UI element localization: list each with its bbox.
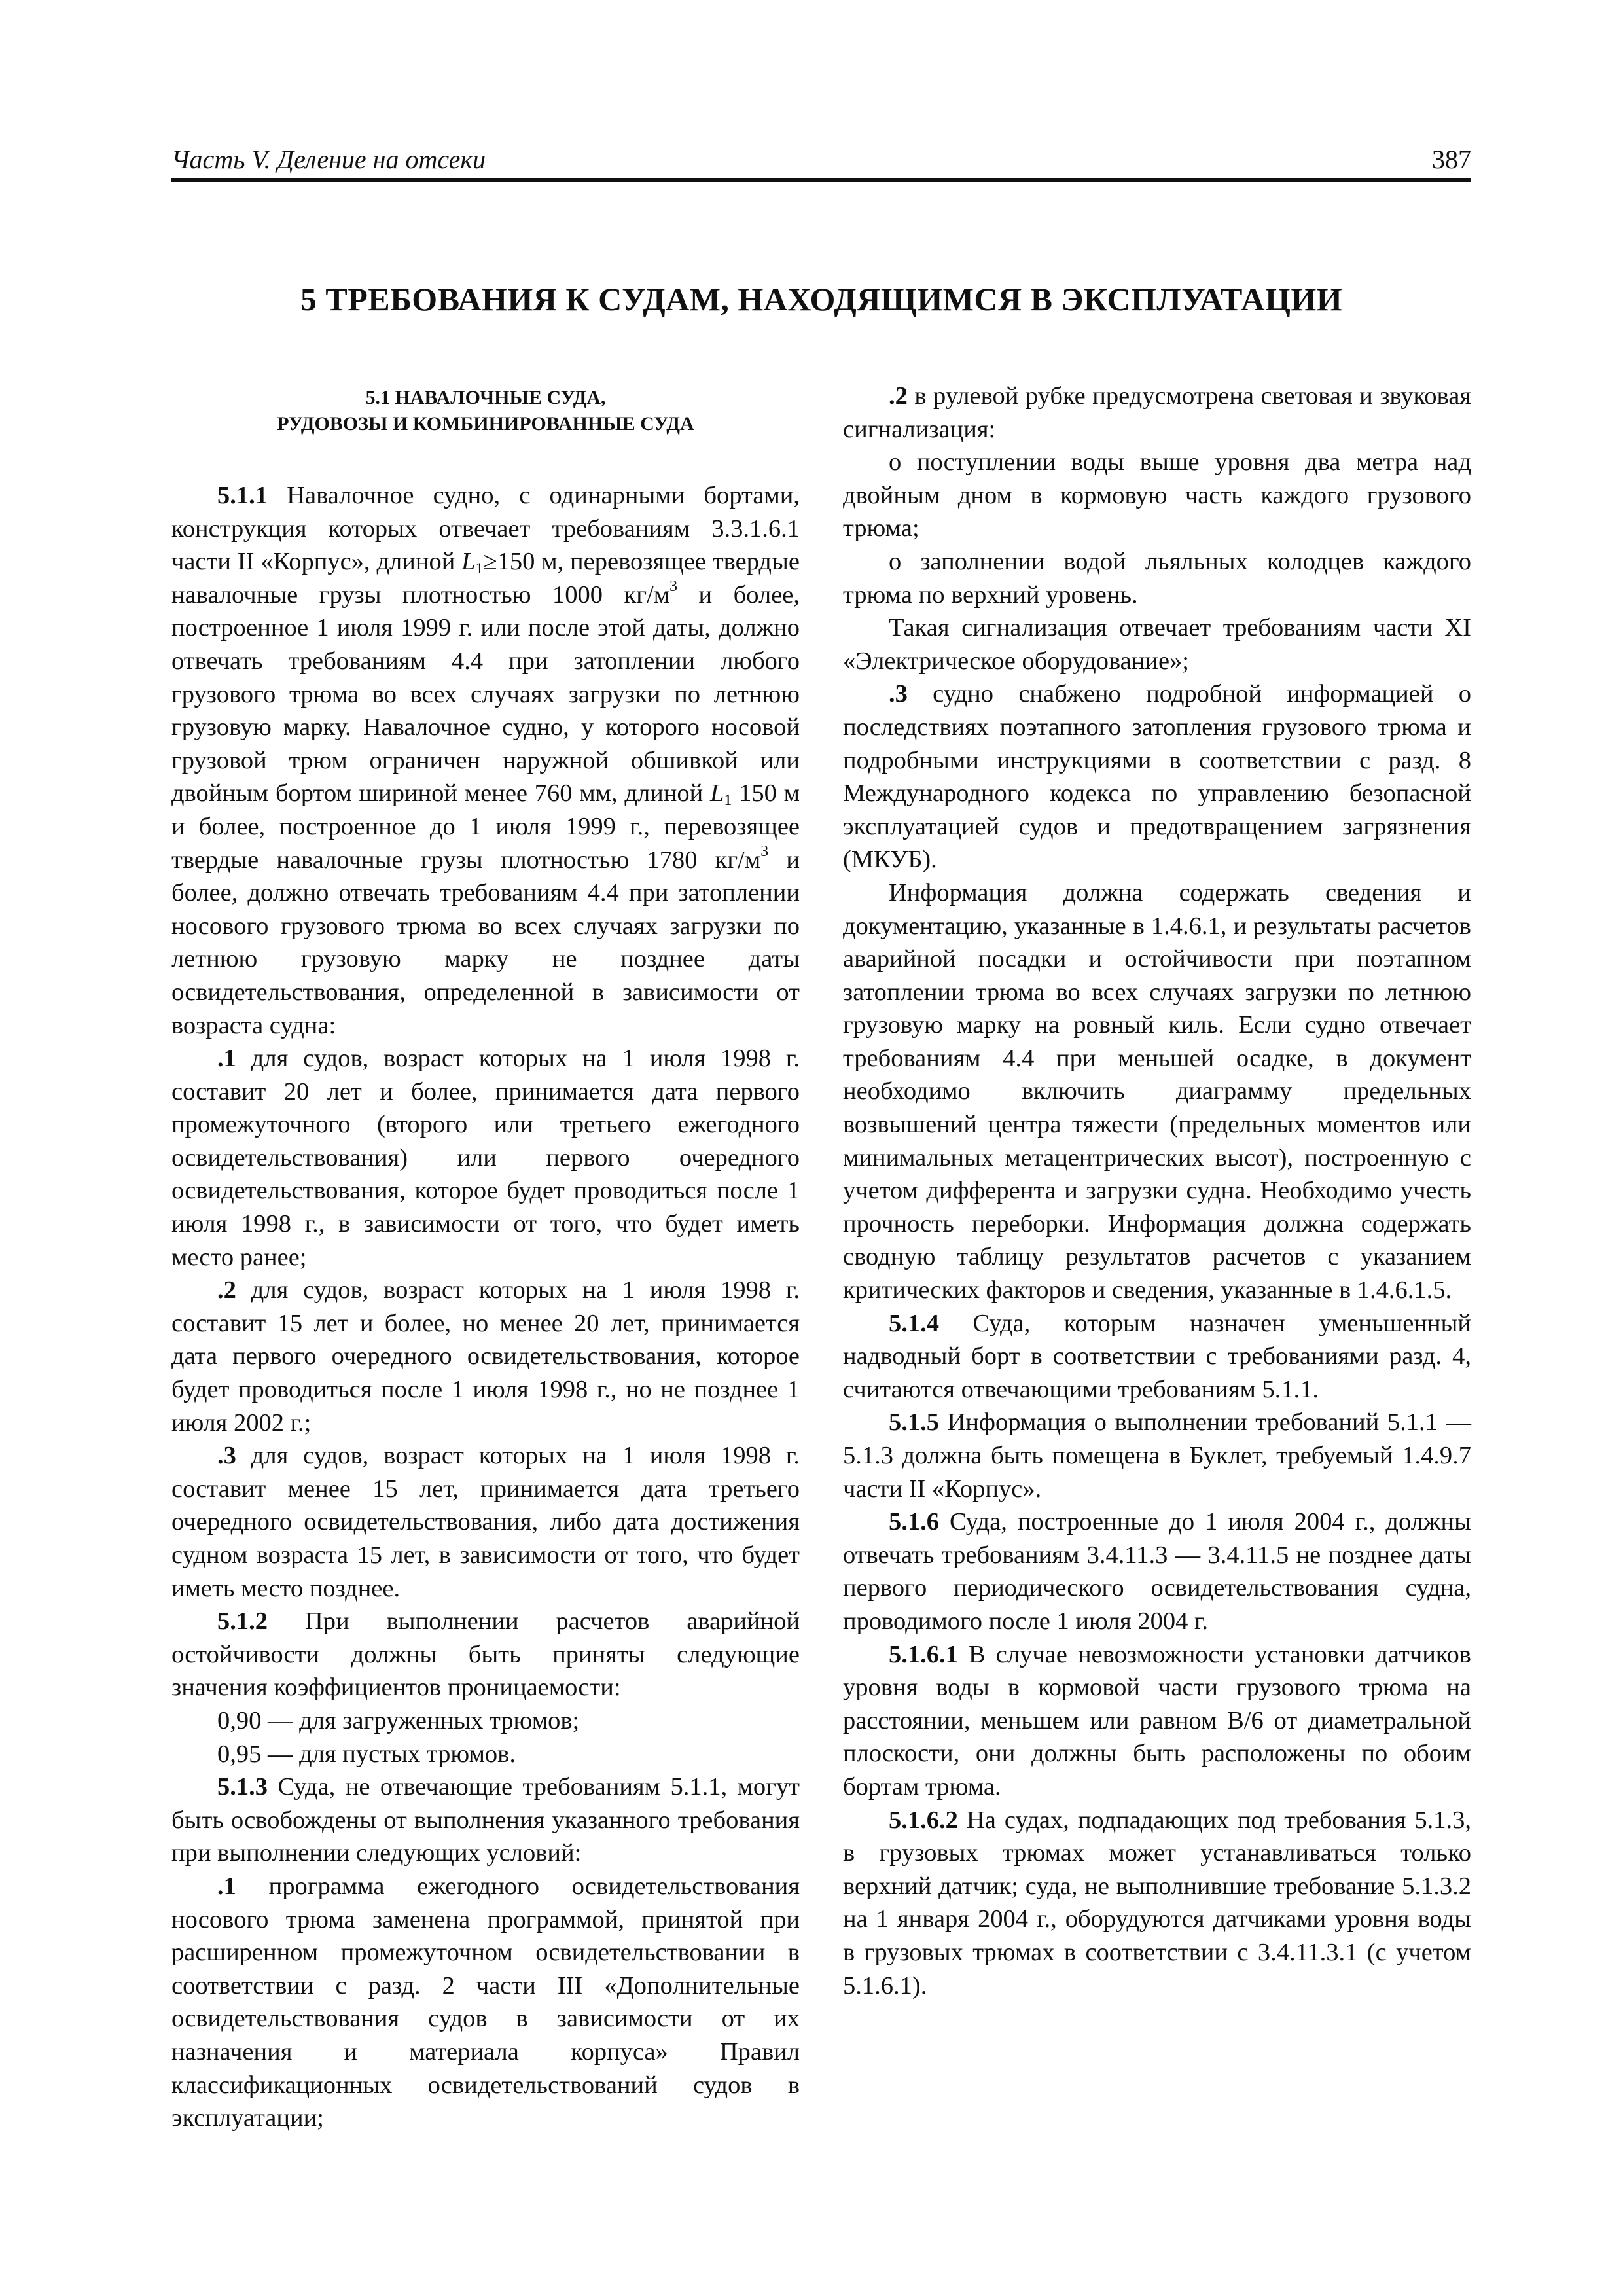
item-text: для судов, возраст которых на 1 июля 1998 г. составит менее 15 лет, принимается дата третьего очередного освидетельствования, либо дата достижения судном возраста 15 лет, в зависимости от того, что будет иметь место позднее. [171, 1442, 800, 1602]
clause-number: 5.1.1 [217, 482, 268, 509]
alarm-requirements: Такая сигнализация отвечает требованиям части XI «Электрическое оборудование»; [843, 614, 1471, 675]
clause-number: 5.1.5 [889, 1408, 939, 1437]
paragraph-text: и более, построенное 1 июля 1999 г. или после этой даты, должно отвечать требованиям 4.4 при затоплении любого грузового трюма во всех случаях загрузки по летнюю грузовую марку. Навалочное судно, у которого носовой грузовой трюм ограничен наружной обшивкой или двойным бортом шириной менее 760 мм, длиной [171, 581, 800, 808]
length-subscript: 1 [724, 792, 732, 810]
paragraph-text: Суда, которым назначен уменьшенный надводный борт в соответствии с требованиями разд. 4, считаются отвечающими требованиям 5.1.1. [843, 1309, 1471, 1403]
paragraph-text: На судах, подпадающих под требования 5.1.3, в грузовых трюмах может устанавливаться только верхний датчик; суда, не выполнившие требование 5.1.3.2 на 1 января 2004 г., оборудуются датчиками уровня воды в грузовых трюмах в соответствии с 3.4.11.3.1 (с учетом 5.1.6.1). [843, 1806, 1471, 2000]
paragraph-text: ≥150 м, перевозящее твердые навалочные грузы плотностью 1000 кг/м [171, 548, 800, 609]
paragraph-5-1-1 [171, 479, 800, 1042]
paragraph-5-1-2 [171, 1605, 800, 1704]
item-number: .1 [217, 1872, 236, 1900]
paragraph-5-1-5 [843, 1406, 1471, 1505]
paragraph-5-1-6-1 [843, 1638, 1471, 1804]
paragraph-5-1-6 [843, 1505, 1471, 1638]
permeability-empty: 0,95 — для пустых трюмов. [217, 1740, 516, 1768]
length-symbol: L [710, 780, 724, 808]
paragraph-text: 150 м и более, построенное до 1 июля 1999 г., перевозящее твердые навалочные грузы плотностью 1780 кг/м [171, 780, 800, 874]
clause-number: 5.1.4 [889, 1309, 939, 1337]
paragraph-text: Навалочное судно, с одинарными бортами, конструкция которых отвечает требованиям 3.3.1.6.1 части II «Корпус», длиной [171, 482, 800, 576]
item-number: .3 [889, 680, 908, 708]
paragraph-text: Информация о выполнении требований 5.1.1 — 5.1.3 должна быть помещена в Буклет, требуемый 1.4.9.7 части II «Корпус». [843, 1408, 1471, 1503]
subsection-heading-line2: РУДОВОЗЫ И КОМБИНИРОВАННЫЕ СУДА [277, 413, 694, 435]
exponent: 3 [669, 577, 678, 595]
subsection-heading-line1: 5.1 НАВАЛОЧНЫЕ СУДА, [365, 387, 606, 408]
exponent: 3 [760, 842, 769, 860]
item-number: .1 [217, 1045, 236, 1073]
item-text: в рулевой рубке предусмотрена световая и звуковая сигнализация: [843, 382, 1471, 443]
running-header [171, 145, 1471, 178]
clause-number: 5.1.6 [889, 1508, 939, 1536]
page-number: 387 [1432, 145, 1471, 174]
left-column [171, 380, 800, 2135]
paragraph-text: Суда, не отвечающие требованиям 5.1.1, могут быть освобождены от выполнения указанного требования при выполнении следующих условий: [171, 1773, 800, 1867]
clause-number: 5.1.6.2 [889, 1806, 958, 1834]
clause-number: 5.1.3 [217, 1773, 268, 1801]
item-text: программа ежегодного освидетельствования носового трюма заменена программой, принятой при расширенном промежуточном освидетельствовании в соответствии с разд. 2 части III «Дополнительные освидетельствования судов в зависимости от их назначения и материала корпуса» Правил классификационных освидетельствований судов в эксплуатации; [171, 1872, 800, 2132]
alarm-bilge-wells: о заполнении водой льяльных колодцев каждого трюма по верхний уровень. [843, 547, 1471, 609]
item-text: для судов, возраст которых на 1 июля 1998 г. составит 20 лет и более, принимается дата первого промежуточного (второго или третьего ежегодного освидетельствования) или первого очередного освидетельствования, которое будет проводиться после 1 июля 1998 г., в зависимости от того, что будет иметь место ранее; [171, 1045, 800, 1271]
condition-2 [843, 380, 1471, 446]
paragraph-5-1-4 [843, 1307, 1471, 1407]
paragraph-5-1-3 [171, 1770, 800, 1870]
part-title: Часть V. Деление на отсеки [171, 145, 486, 174]
information-paragraph: Информация должна содержать сведения и документацию, указанные в 1.4.6.1, и результаты расчетов аварийной посадки и остойчивости при поэтапном затоплении трюма во всех случаях загрузки по летнюю грузовую марку на ровный киль. Если судно отвечает требованиям 4.4 при меньшей осадке, в документ необходимо включить диаграмму предельных возвышений центра тяжести (предельных моментов или минимальных метацентрических высот), построенную с учетом дифферента и загрузки судна. Необходимо учесть прочность переборки. Информация должна содержать сводную таблицу результатов расчетов с указанием критических факторов и сведения, указанные в 1.4.6.1.5. [843, 878, 1471, 1304]
paragraph-text: При выполнении расчетов аварийной остойчивости должны быть приняты следующие значения коэффициентов проницаемости: [171, 1607, 800, 1702]
list-item-3 [171, 1439, 800, 1605]
length-subscript: 1 [475, 560, 484, 578]
paragraph-text: В случае невозможности установки датчиков уровня воды в кормовой части грузового трюма на расстоянии, меньшем или равном B/6 от диаметральной плоскости, они должны быть расположены по обоим бортам трюма. [843, 1640, 1471, 1801]
header-rule [171, 178, 1471, 182]
subsection-heading [171, 385, 800, 437]
item-number: .2 [217, 1276, 236, 1304]
permeability-loaded: 0,90 — для загруженных трюмов; [217, 1706, 580, 1734]
list-item-1 [171, 1042, 800, 1274]
paragraph-text: Суда, построенные до 1 июля 2004 г., должны отвечать требованиям 3.4.11.3 — 3.4.11.5 не позднее даты первого периодического освидетельствования судна, проводимого после 1 июля 2004 г. [843, 1508, 1471, 1635]
length-symbol: L [461, 548, 476, 576]
list-item-2 [171, 1274, 800, 1439]
item-number: .3 [217, 1442, 236, 1470]
alarm-water-level: о поступлении воды выше уровня два метра над двойным дном в кормовую часть каждого грузового трюма; [843, 448, 1471, 543]
clause-number: 5.1.6.1 [889, 1640, 958, 1668]
condition-1 [171, 1870, 800, 2135]
item-text: судно снабжено подробной информацией о последствиях поэтапного затопления грузового трюма и подробными инструкциями в соответствии с разд. 8 Международного кодекса по управлению безопасной эксплуатацией судов и предотвращением загрязнения (МКУБ). [843, 680, 1471, 874]
paragraph-text: и более, должно отвечать требованиям 4.4 при затоплении носового грузового трюма во всех случаях загрузки по летнюю грузовую марку не позднее даты освидетельствования, определенной в зависимости от возраста судна: [171, 846, 800, 1039]
item-number: .2 [889, 382, 908, 410]
section-title: 5 ТРЕБОВАНИЯ К СУДАМ, НАХОДЯЩИМСЯ В ЭКСПЛУАТАЦИИ [300, 281, 1343, 317]
item-text: для судов, возраст которых на 1 июля 1998 г. составит 15 лет и более, но менее 20 лет, принимается дата первого очередного освидетельствования, которое будет проводиться после 1 июля 1998 г., но не позднее 1 июля 2002 г.; [171, 1276, 800, 1437]
condition-3 [843, 677, 1471, 876]
right-column [843, 380, 1471, 2002]
clause-number: 5.1.2 [217, 1607, 268, 1636]
paragraph-5-1-6-2 [843, 1804, 1471, 2003]
